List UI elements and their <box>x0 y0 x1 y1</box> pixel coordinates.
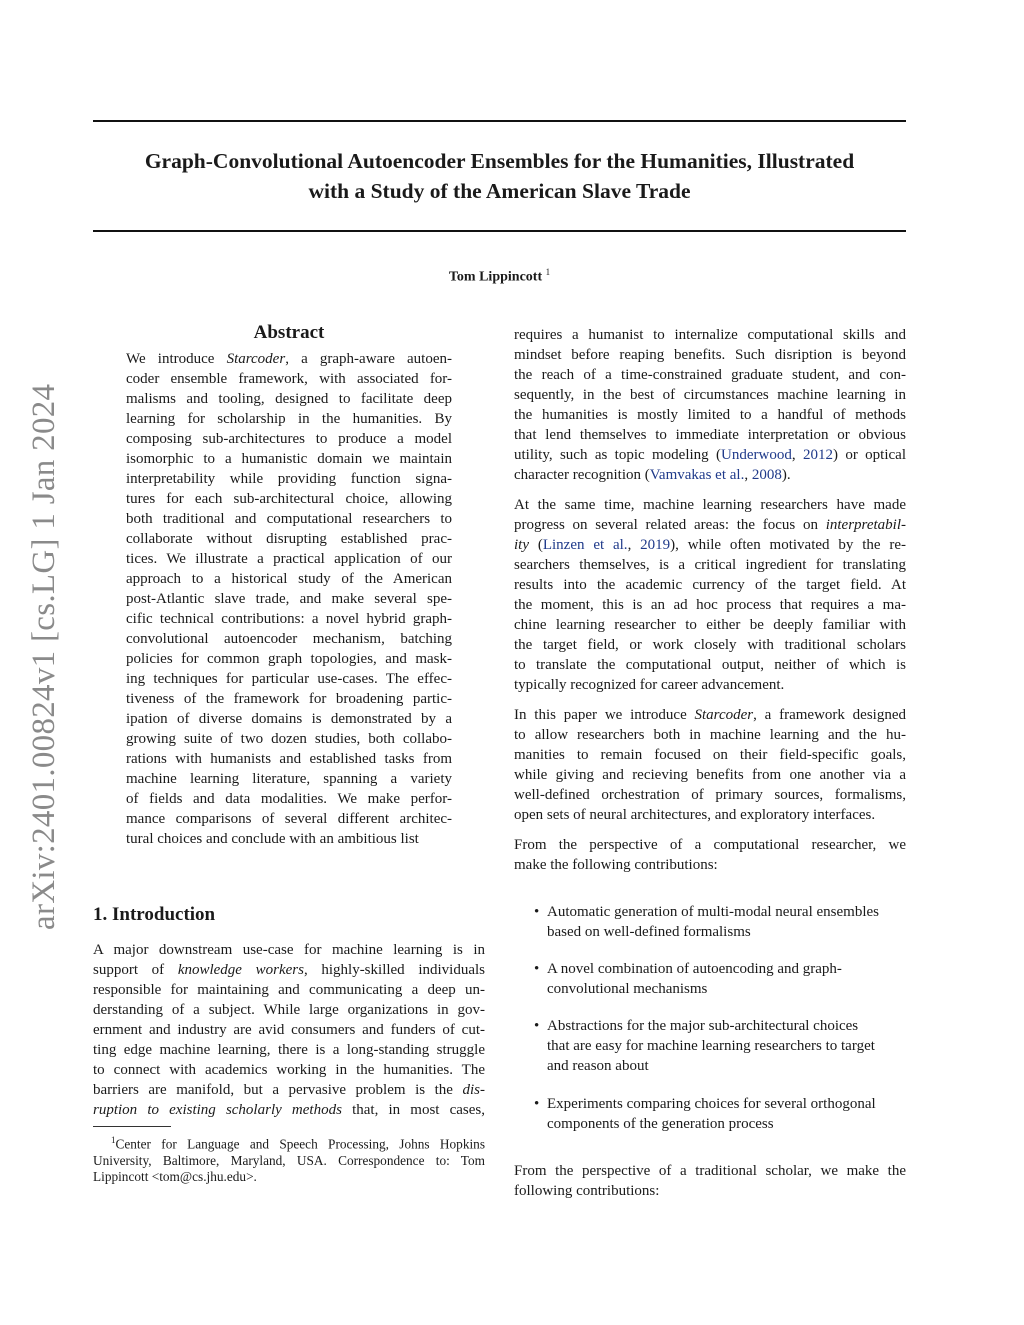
bullet-dot: • <box>534 1096 540 1112</box>
paper-title: Graph-Convolutional Autoencoder Ensembles for the Humanities, Illustrated with a Study of the American Slave Trade <box>144 149 855 203</box>
author-line: Tom Lippincott $^1$ <box>448 267 551 285</box>
abstract-heading: Abstract <box>253 322 325 343</box>
citation-year-link[interactable]: 2012 <box>802 447 833 463</box>
intro-text: A major downstream use-case for machine learning is in support of knowledge workers, highly-skilled individuals responsible for maintaining and communicating a deep un- derstanding of a subject. While large organizations in gov- ernment and industry are avid consumers and funders of cut- ting edge machine learning, there is a long-standing struggle to connect with academics working in the humanities. The barriers are manifold, but a pervasive problem is the dis- ruption to existing scholarly methods that, in most cases, <box>93 942 486 1118</box>
right-paragraph-3: In this paper we introduce Starcoder, a framework designed to allow researchers both in machine learning and the hu- manities to remain focused on their field-specific goals, while giving and recieving benefits from one another via a well-defined orchestration of primary sources, formalisms, open sets of neural architectures, and exploratory interfaces. <box>514 707 906 823</box>
footnote: $^1$Center for Language and Speech Processing, Johns Hopkins University, Baltimore, Maryland, USA. Correspondence to: Tom Lippincott <tom@cs.jhu.edu>. <box>93 1135 485 1185</box>
section-heading-introduction: 1. Introduction <box>93 904 216 925</box>
abstract-text: We introduce Starcoder, a graph-aware autoen- coder ensemble framework, with associated for- malisms and tooling, designed to facilitate deep learning for scholarship in the humanities. By composing sub-architectures to produce a model isomorphic to a humanistic domain we maintain interpretability while providing function signa- tures for each sub-architectural choice, allowing both traditional and computational researchers to collaborate without disrupting established prac- tices. We illustrate a practical application of our approach to a historical study of the American post-Atlantic slave trade, and make several spe- cific technical contributions: a novel hybrid graph- convolutional autoencoder mechanism, batching policies for common graph topologies, and mask- ing techniques for particular use-cases. The effec- tiveness of the framework for broadening partic- ipation of diverse domains is demonstrated by a growing suite of two dozen studies, both collabo- rations with humanists and established tasks from machine learning literature, spanning a variety of fields and data modalities. We make perfor- mance comparisons of several different architec- tural choices and conclude with an ambitious list <box>126 351 452 847</box>
citation-link[interactable]: Vamvakas et al. <box>649 467 745 483</box>
right-paragraph-2: At the same time, machine learning researchers have made progress on several related areas: the focus on interpretabil- ity (Linzen et al., 2019), while often motivated by the re- searchers themselves, is a critical ingredient for translating results into the academic currency of the target field. At the moment, this is an ad hoc process that requires a ma- chine learning researcher to either be deeply familiar with the target field, or work closely with traditional scholars to translate the computational output, neither of which is typically recognized for career advancement. <box>514 497 907 693</box>
bullet-dot: • <box>534 1018 540 1034</box>
citation-year-link[interactable]: 2019 <box>640 537 671 553</box>
title-bottom-rule <box>93 230 906 232</box>
right-paragraph-1: requires a humanist to internalize computational skills and mindset before reaping benefits. Such disription is beyond the reach of a time-constrained graduate student, and con- sequently, in the best of circumstances machine learning in the humanities is mostly limited to a handful of methods that lend themselves to immediate interpretation or obvious utility, such as topic modeling (Underwood, 2012) or optical character recognition (Vamvakas et al., 2008). <box>514 327 906 483</box>
bullet-dot: • <box>534 904 540 920</box>
citation-year-link[interactable]: 2008 <box>751 467 782 483</box>
arxiv-stamp: arXiv:2401.00824v1 [cs.LG] 1 Jan 2024 <box>26 383 62 930</box>
title-top-rule <box>93 120 906 122</box>
footnote-rule <box>93 1126 171 1127</box>
citation-link[interactable]: Linzen et al. <box>542 537 628 553</box>
citation-link[interactable]: Underwood <box>721 447 792 463</box>
right-paragraph-5: From the perspective of a traditional scholar, we make the following contributions: <box>514 1163 906 1199</box>
bullet-dot: • <box>534 961 540 977</box>
right-paragraph-4: From the perspective of a computational researcher, we make the following contributions: <box>514 837 906 873</box>
